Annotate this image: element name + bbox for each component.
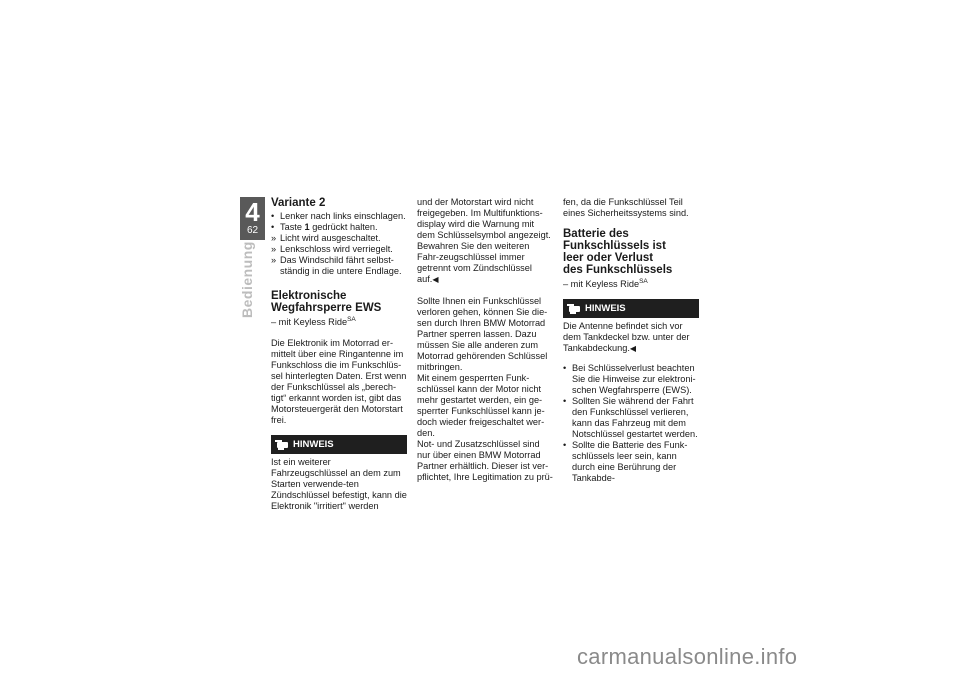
column-1 [271, 197, 407, 512]
list-item: » Lenkschloss wird verriegelt. [271, 244, 393, 254]
key-loss-list [563, 363, 699, 484]
list-item: • Sollte die Batterie des Funk-schlüssels leer sein, kann durch eine Berührung der Tankabde- [563, 440, 688, 484]
watermark: carmanualsonline.info [577, 644, 798, 669]
keyless-ride-subtitle: – mit Keyless Ride$^{SA}$ [563, 278, 648, 290]
end-marker-icon: ◀ [629, 344, 637, 354]
paragraph: und der Motorstart wird nicht freigegeben. Im Multifunktions-display wird die Warnung mit dem Schlüsselsymbol angezeigt. Bewahren Sie den weiteren Fahr-zeugschlüssel immer getrennt vom Zündschlüssel auf.◀ [417, 197, 551, 284]
list-item: • Sollten Sie während der Fahrt den Funkschlüssel verlieren, kann das Fahrzeug mit dem Notschlüssel gestartet werden. [563, 396, 698, 440]
paragraph: Mit einem gesperrten Funk-schlüssel kann der Motor nicht mehr gestartet werden, ein ge-sperrter Funkschlüssel kann je-doch wieder freigeschaltet wer-den. [417, 373, 545, 438]
column-3 [563, 197, 699, 484]
paragraph: Sollte Ihnen ein Funkschlüssel verloren gehen, können Sie die-sen durch Ihren BMW Motorrad Partner sperren lassen. Dazu müssen Sie alle anderen zum Motorrad gehörenden Schlüssel mitbringen. [417, 296, 548, 372]
chapter-tab [240, 197, 265, 240]
hinweis-banner: HINWEIS [563, 299, 699, 318]
pointing-hand-icon [567, 303, 581, 314]
list-item: » Licht wird ausgeschaltet. [271, 233, 381, 243]
variant-steps-list [271, 211, 407, 277]
list-item: • Bei Schlüsselverlust beachten Sie die Hinweise zur elektroni-schen Wegfahrsperre (EWS). [563, 363, 696, 396]
heading-ews: Elektronische Wegfahrsperre EWS [271, 290, 382, 314]
list-item: • Lenker nach links einschlagen. [271, 211, 406, 221]
paragraph: Not- und Zusatzschlüssel sind nur über einen BMW Motorrad Partner erhältlich. Dieser ist ver-pflichtet, Ihre Legitimation zu prü- [417, 439, 553, 482]
pointing-hand-icon [275, 439, 289, 450]
keyless-ride-subtitle: – mit Keyless Ride$^{SA}$ [271, 316, 356, 328]
heading-variante-2: Variante 2 [271, 197, 326, 209]
chapter-number: 4 [245, 197, 260, 227]
end-marker-icon: ◀ [432, 275, 439, 284]
hinweis-banner: HINWEIS [271, 435, 407, 454]
heading-batterie: Batterie des Funkschlüssels ist leer oder Verlust des Funkschlüssels [563, 228, 673, 276]
hinweis-paragraph: Die Antenne befindet sich vor dem Tankdeckel bzw. unter der Tankabdeckung.◀ [563, 321, 690, 354]
column-2 [417, 197, 553, 483]
list-item: • Taste 1 gedrückt halten. [271, 222, 378, 232]
section-title-vertical: Bedienung [239, 241, 255, 318]
hinweis-paragraph: Ist ein weiterer Fahrzeugschlüssel an dem zum Starten verwende-ten Zündschlüssel befestigt, kann die Elektronik "irritiert" werden [271, 457, 407, 512]
list-item: » Das Windschild fährt selbst-ständig in die untere Endlage. [271, 255, 402, 276]
paragraph: fen, da die Funkschlüssel Teil eines Sicherheitssystems sind. [563, 197, 689, 218]
ews-paragraph: Die Elektronik im Motorrad er-mittelt über eine Ringantenne im Funkschloss die im Funkschlüs-sel hinterlegten Daten. Erst wenn der Funkschlüssel als „berech-tigt“ erkannt worden ist, gibt das Motorsteuergerät den Motorstart frei. [271, 338, 407, 426]
page-number: 62 [246, 225, 259, 236]
